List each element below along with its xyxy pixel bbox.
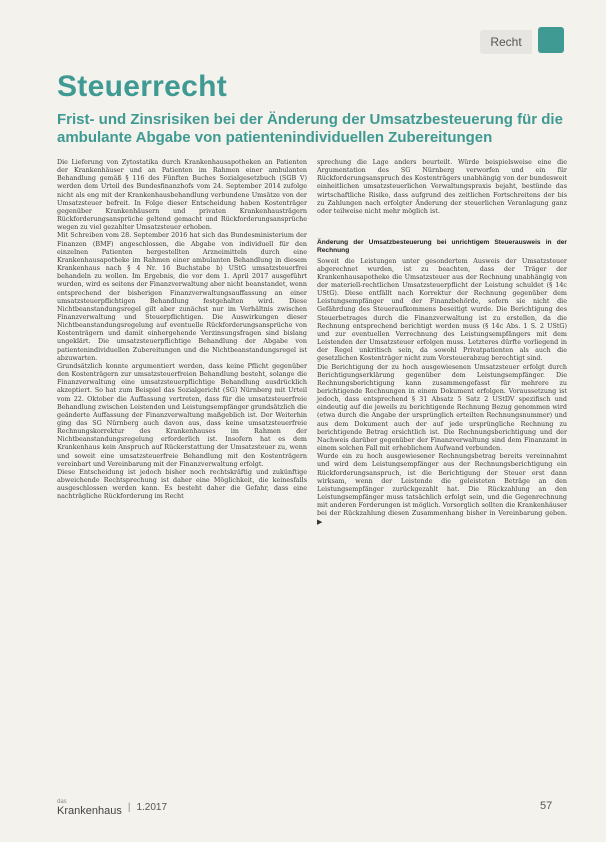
right-text-column: [317, 158, 567, 526]
section-heading: Änderung der Umsatzbesteuerung bei unrichtigem Steuerausweis in der Rechnung: [317, 239, 567, 255]
logo-small-text: das: [57, 799, 67, 805]
right-paragraph-2: Soweit die Leistungen unter gesondertem Ausweis der Umsatzsteuer abgerechnet wurden, ist zu beachten, dass der Träger der Krankenhausapotheke die Umsatzsteuer aus der Rechnung unabhängig von der materiell-rechtlichen Umsatzsteuerpflicht der Leistung schuldet (§ 14c UStG). Diese entfällt nach Korrektur der Rechnung gegenüber dem Leistungsempfänger und der Finanzbehörde, sofern sie nicht die Gefährdung des Steueraufkommens beseitigt wurde. Die Berichtigung des Steuerbetrages durch die Finanzverwaltung ist zu erstellen, da die Rechnung entsprechend berichtigt werden muss (§ 14c Abs. 1 S. 2 UStG) und zur eventuellen Verrechnung des Leistungsempfängers mit dem Leistenden der Umsatzsteuer erfolgen muss. Letzteres dürfte vorliegend in der Regel unkritisch sein, da sowohl Privatpatienten als auch die gesetzlichen Kostenträger nicht zum Vorsteuerabzug berechtigt sind.: [317, 256, 567, 363]
right-paragraph-4-text: Wurde ein zu hoch ausgewiesener Rechnungsbetrag bereits vereinnahmt und wird dem Leistungsempfänger aus der Rechnungsberichtigung ein Rückforderungsanspruch, ist die Berichtigung der Steuer erst dann wirksam, wenn der Leistende die geleisteten Beträge an den Leistungsempfänger zurückgezahlt hat. Die Rückzahlung an den Leistungsempfänger muss tatsächlich erfolgt sein, und die Gegenrechnung mit anderen Forderungen ist möglich. Vorsorglich sollten die Krankenhäuser bei der Rückzahlung diesen Zusammenhang bisher in Vereinbarung geben.: [317, 452, 567, 518]
magazine-logo: [57, 798, 122, 816]
right-paragraph-4: [317, 452, 567, 525]
page-title: Steuerrecht: [57, 70, 228, 103]
right-paragraph-1: sprechung die Lage anders beurteilt. Würde beispielsweise eine die Argumentation des SG Nürnberg verworfen und ein für Rückforderungsanspruch des Kostenträgers unabhängig von der bundesweit einheitlichen umsatzsteuerlichen Verwaltungspraxis bejaht, bestünde das wirtschaftliche Risiko, dass aufgrund des zeitlichen Fortschreitens der bis zu Zahlungen nach erfolgter Änderung der steuerlichen Veranlagung ganz oder teilweise nicht mehr möglich ist.: [317, 158, 567, 215]
left-paragraph-3: Grundsätzlich konnte argumentiert werden, dass keine Pflicht gegenüber den Kostenträgern zur umsatzsteuerfreien Behandlung besteht, solange die Finanzverwaltung eine umsatzsteuerpflichtige Behandlung ausdrücklich akzeptiert. So hat zum Beispiel das Sozialgericht (SG) Nürnberg mit Urteil vom 22. Oktober die Auffassung vertreten, dass für die umsatzsteuerfreie Behandlung zwischen Leistenden und Leistungsempfänger grundsätzlich die geänderte Auffassung der Finanzverwaltung maßgeblich ist. Der Weiterhin ging das SG Nürnberg auch davon aus, dass keine umsatzsteuerfreie Rechnungskorrektur des Krankenhauses im Rahmen der Nichtbeanstandungsregelung erforderlich ist. Insofern hat es dem Krankenhaus kein Anspruch auf Rückerstattung der Umsatzsteuer zu, wenn und soweit eine umsatzsteuerfreie Behandlung mit den Kostenträgern vereinbart und Vereinbarung mit der Finanzverwaltung erfolgt.: [57, 361, 307, 468]
section-tag: [480, 30, 532, 54]
page-number: 57: [540, 800, 553, 812]
continue-arrow-icon: ▶: [317, 517, 323, 526]
left-paragraph-1: Die Lieferung von Zytostatika durch Krankenhausapotheken an Patienten der Krankenhäuser und an Patienten im Rahmen einer ambulanten Behandlung gemäß § 116 des Fünften Buches Sozialgesetzbuch (SGB V) werden dem Urteil des Bundesfinanzhofs vom 24. September 2014 zufolge nicht als eng mit der Krankenhausbehandlung verbundene Umsätze von der Umsatzsteuer befreit. In Folge dieser Entscheidung haben Kostenträger gegenüber Krankenhäusern und privaten Krankenhausträgern Rückforderungsansprüche geltend gemacht und Rückforderungsansprüche wegen zu viel gezahlter Umsatzsteuer erhoben.: [57, 158, 307, 232]
left-paragraph-4: Diese Entscheidung ist jedoch bisher noch rechtskräftig und zukünftige abweichende Rechtsprechung ist daher eine Möglichkeit, die keinesfalls ausgeschlossen werden kann. Es besteht daher die Gefahr, dass eine nachträgliche Rückforderung im Recht: [57, 467, 307, 501]
left-text-column: [57, 158, 307, 501]
logo-main-text: Krankenhaus: [57, 805, 122, 817]
section-tag-label: Recht: [490, 35, 522, 49]
footer-separator: |: [127, 801, 131, 813]
page-footer: [57, 798, 167, 816]
right-paragraph-3: Die Berichtigung der zu hoch ausgewiesenen Umsatzsteuer erfolgt durch Berichtigungserklärung gegenüber dem Leistungsempfänger. Die Rechnungsberichtigung kann zusammengefasst für mehrere zu berichtigende Rechnungen in einem Dokument erfolgen. Voraussetzung ist jedoch, dass entsprechend § 31 Absatz 5 Satz 2 UStDV spezifisch und eindeutig auf die jeweils zu berichtigende Rechnung Bezug genommen wird (etwa durch die Angabe der ursprünglich erteilten Rechnungsnummer) und aus dem Dokument auch der auf jede ursprüngliche Rechnung zu berichtigende Betrag ersichtlich ist. Die Rechnungsberichtigung und der Nachweis darüber gegenüber der Finanzverwaltung sind dem Finanzamt in einem solchen Fall mit erheblichem Aufwand verbunden.: [317, 362, 567, 453]
issue-number: 1.2017: [136, 801, 168, 813]
section-marker-square: [538, 27, 564, 53]
left-paragraph-2: Mit Schreiben vom 28. September 2016 hat sich das Bundesministerium der Finanzen (BMF) angeschlossen, die Abgabe von individuell für den einzelnen Patienten hergestellten Arzneimitteln durch eine Krankenhausapotheke im Rahmen einer ambulanten Behandlung in diesem Krankenhaus nach § 4 Nr. 16 Buchstabe b) UStG umsatzsteuerfrei behandeln zu wollen. Im Ergebnis, die vor dem 1. April 2017 ausgeführt wurden, wird es seitens der Finanzverwaltung aber nicht beanstandet, wenn entsprechend der bisherigen Finanzverwaltungsauffassung an einer umsatzsteuerpflichtigen Behandlung festgehalten wird. Diese Nichtbeanstandungsregel gilt aber zunächst nur im Verhältnis zwischen Finanzverwaltung und Steuerpflichtigen. Die Auswirkungen dieser Nichtbeanstandungsregelung auf eventuelle Rückforderungsansprüche von Kostenträgern und damit einhergehende Verzinsungsfragen sind bislang ungeklärt. Die umsatzsteuerpflichtige Behandlung der Abgabe von patientenindividuellen Zubereitungen und die Nichtbeanstandungsregel ist abzuwarten.: [57, 231, 307, 362]
article-subtitle: Frist- und Zinsrisiken bei der Änderung der Umsatzbesteuerung für die ambulante Abgabe von patientenindividuellen Zubereitungen: [57, 111, 563, 146]
